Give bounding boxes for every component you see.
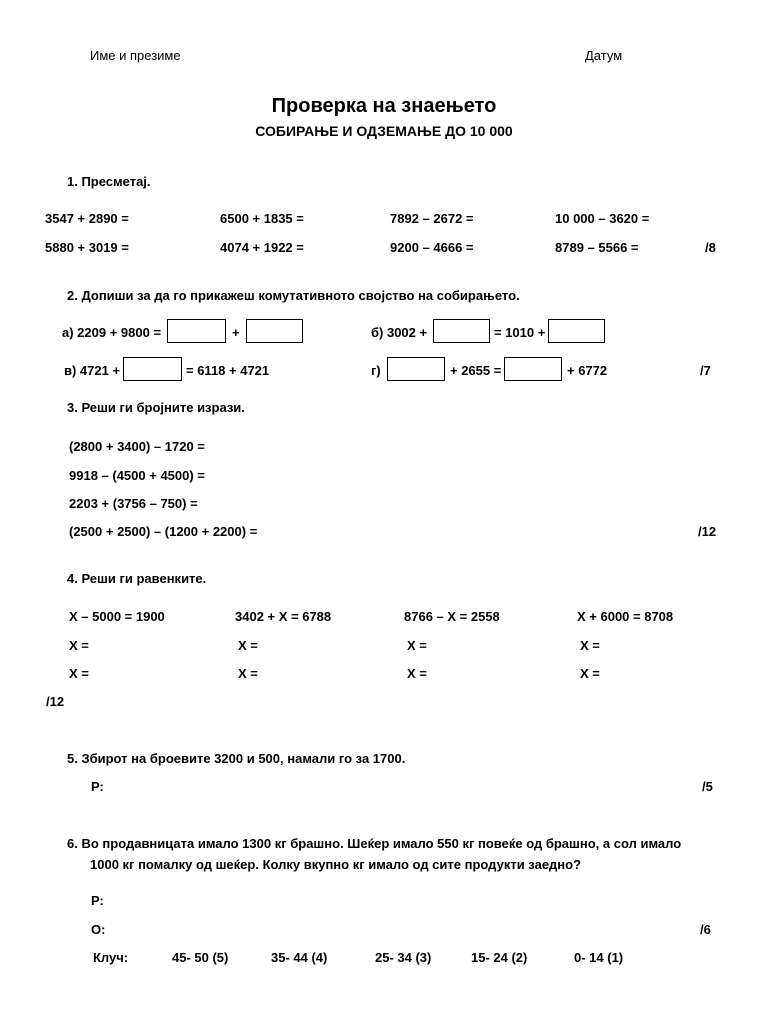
key-grade: 25- 34 (3) xyxy=(375,950,432,965)
key-label: Клуч: xyxy=(93,950,129,965)
task4-x-label: X = xyxy=(69,638,89,653)
task2-v-answer-box[interactable] xyxy=(123,357,182,381)
task2-b-answer-box-1[interactable] xyxy=(433,319,490,343)
task1-expr: 9200 – 4666 = xyxy=(390,240,474,255)
name-label: Име и презиме xyxy=(90,48,181,63)
task3-expression: 9918 – (4500 + 4500) = xyxy=(69,468,205,483)
task6-o-label: О: xyxy=(91,922,106,937)
task6-r-label: Р: xyxy=(91,893,104,908)
task4-x-label: X = xyxy=(238,638,258,653)
task4-heading: 4. Реши ги равенките. xyxy=(67,571,207,586)
page-subtitle: СОБИРАЊЕ И ОДЗЕМАЊЕ ДО 10 000 xyxy=(255,123,513,139)
key-grade: 35- 44 (4) xyxy=(271,950,328,965)
task2-a-prefix: а) 2209 + 9800 = xyxy=(62,325,162,340)
page-title: Проверка на знаењето xyxy=(271,95,497,117)
key-grade: 0- 14 (1) xyxy=(574,950,624,965)
task1-expr: 5880 + 3019 = xyxy=(45,240,129,255)
task2-b-answer-box-2[interactable] xyxy=(548,319,605,343)
task2-g-answer-box-2[interactable] xyxy=(504,357,562,381)
task4-equation: X + 6000 = 8708 xyxy=(577,609,674,624)
task4-x-label: X = xyxy=(580,666,600,681)
task2-a-answer-box-2[interactable] xyxy=(246,319,303,343)
task2-v-prefix: в) 4721 + xyxy=(64,363,121,378)
task2-a-plus: + xyxy=(232,325,240,340)
task2-v-suffix: = 6118 + 4721 xyxy=(186,363,270,378)
task6-text-line1: 6. Во продавницата имало 1300 кг брашно. Шеќер имало 550 кг повеќе од брашно, а сол имало xyxy=(67,836,682,851)
date-label: Датум xyxy=(585,48,623,63)
task5-r-label: Р: xyxy=(91,779,104,794)
task4-equation: 3402 + X = 6788 xyxy=(235,609,332,624)
task1-expr: 3547 + 2890 = xyxy=(45,211,129,226)
task3-points: /12 xyxy=(698,524,717,539)
task1-expr: 8789 – 5566 = xyxy=(555,240,639,255)
task2-heading: 2. Допиши за да го прикажеш комутативното својство на собирањето. xyxy=(67,288,520,303)
task3-expression: (2500 + 2500) – (1200 + 2200) = xyxy=(69,524,258,539)
task2-b-prefix: б) 3002 + xyxy=(371,325,428,340)
key-grade: 15- 24 (2) xyxy=(471,950,528,965)
task4-equation: X – 5000 = 1900 xyxy=(69,609,165,624)
task4-x-label: X = xyxy=(407,666,427,681)
key-grade: 45- 50 (5) xyxy=(172,950,229,965)
task5-heading: 5. Збирот на броевите 3200 и 500, намали го за 1700. xyxy=(67,751,406,766)
task5-points: /5 xyxy=(702,779,713,794)
task1-expr: 4074 + 1922 = xyxy=(220,240,304,255)
task3-expression: 2203 + (3756 – 750) = xyxy=(69,496,198,511)
task4-x-label: X = xyxy=(238,666,258,681)
task1-expr: 10 000 – 3620 = xyxy=(555,211,650,226)
task2-a-answer-box-1[interactable] xyxy=(167,319,226,343)
task2-g-mid: + 2655 = xyxy=(450,363,502,378)
task2-g-prefix: г) xyxy=(371,363,381,378)
task2-points: /7 xyxy=(700,363,711,378)
task1-heading: 1. Пресметај. xyxy=(67,174,151,189)
task1-points: /8 xyxy=(705,240,716,255)
task2-g-answer-box-1[interactable] xyxy=(387,357,445,381)
task4-x-label: X = xyxy=(69,666,89,681)
task6-points: /6 xyxy=(700,922,711,937)
task6-text-line2: 1000 кг помалку од шеќер. Колку вкупно кг имало од сите продукти заедно? xyxy=(90,857,582,872)
task4-x-label: X = xyxy=(407,638,427,653)
task1-expr: 7892 – 2672 = xyxy=(390,211,474,226)
task2-b-mid: = 1010 + xyxy=(494,325,546,340)
task1-expr: 6500 + 1835 = xyxy=(220,211,304,226)
task2-g-suffix: + 6772 xyxy=(567,363,608,378)
task4-points: /12 xyxy=(46,694,65,709)
task3-heading: 3. Реши ги бројните изрази. xyxy=(67,400,245,415)
task3-expression: (2800 + 3400) – 1720 = xyxy=(69,439,205,454)
task4-x-label: X = xyxy=(580,638,600,653)
task4-equation: 8766 – X = 2558 xyxy=(404,609,500,624)
